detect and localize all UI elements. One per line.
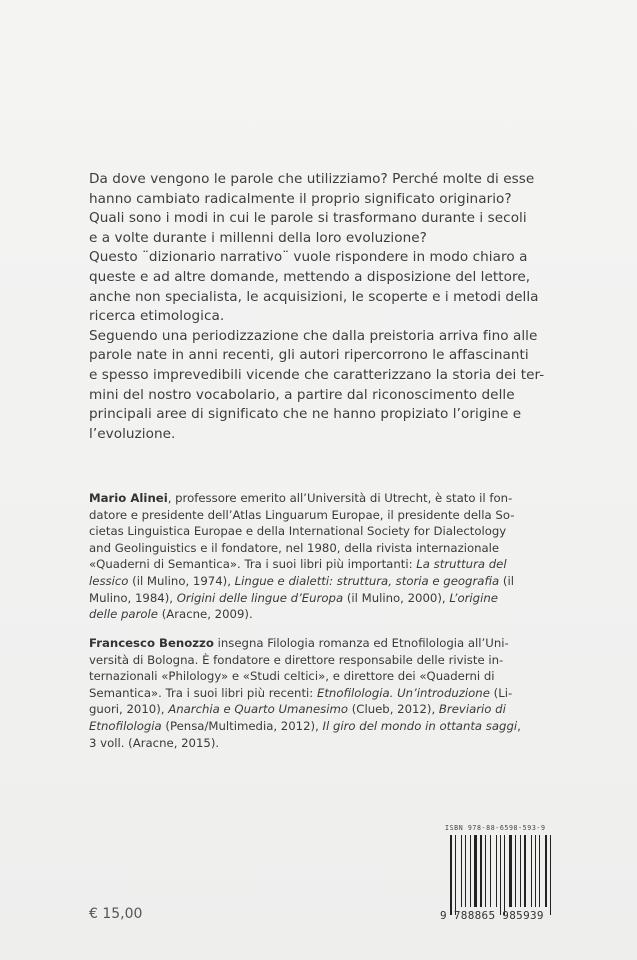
description-line: Da dove vengono le parole che utilizziamo? Perché molte di esse <box>89 171 535 187</box>
bio-line <box>89 507 559 524</box>
bio-line <box>89 523 559 540</box>
bio-text: (Pensa/Multimedia, 2012), <box>161 718 323 733</box>
bio-text: Semantica». Tra i suoi libri più recenti: <box>89 685 317 700</box>
bio-line <box>89 635 559 652</box>
barcode-bar <box>461 835 462 907</box>
barcode-bar <box>535 835 537 907</box>
book-title: lessico <box>89 573 129 588</box>
barcode-bar <box>492 835 495 907</box>
barcode-bar <box>500 835 502 915</box>
book-title: Lingue e dialetti: struttura, storia e geografia <box>234 573 500 588</box>
description-line: Questo ¨dizionario narrativo¨ vuole rispondere in modo chiaro a <box>89 249 528 266</box>
book-title: delle parole <box>89 607 158 622</box>
bio-text: (il Mulino, 2000), <box>343 590 450 605</box>
bio-line <box>89 606 559 623</box>
bio-text: (Li- <box>489 685 513 700</box>
book-title: La struttura del <box>416 557 507 572</box>
author-bio-mario-alinei <box>89 490 559 623</box>
barcode-bar <box>531 835 532 907</box>
book-title: Anarchia e Quarto Umanesimo <box>168 702 349 717</box>
description-line: hanno cambiato radicalmente il proprio significato originario? <box>89 190 512 207</box>
barcode-bar <box>465 835 467 907</box>
bio-line <box>89 668 559 685</box>
bio-text: , <box>517 718 521 733</box>
bio-text: and Geolinguistics e il fondatore, nel 1980, della rivista internazionale <box>89 540 500 555</box>
barcode-bar <box>457 835 460 907</box>
barcode-bar <box>455 835 456 915</box>
barcode-bar <box>548 835 549 915</box>
barcode-bar <box>502 835 503 915</box>
description-line: Quali sono i modi in cui le parole si trasformano durante i secoli <box>89 210 527 227</box>
book-title: Breviario di <box>438 702 506 717</box>
bio-text: insegna Filologia romanza ed Etnofilologia all’Uni- <box>213 636 509 650</box>
bio-line <box>89 573 559 590</box>
barcode-bar <box>520 835 521 907</box>
book-title: Etnofilologia <box>89 718 162 733</box>
bio-text: datore e presidente dell’Atlas Linguarum Europae, il presidente della So- <box>89 507 515 522</box>
author-name: Mario Alinei <box>89 491 168 505</box>
barcode-bar <box>463 835 464 907</box>
barcode-bar <box>533 835 534 907</box>
description-line: e spesso imprevedibili vicende che caratterizzano la storia dei ter- <box>89 366 545 383</box>
barcode-bar <box>474 835 477 907</box>
barcode-bar <box>490 835 491 907</box>
barcode-bar <box>545 835 547 907</box>
bio-line <box>89 735 559 752</box>
price: € 15,00 <box>89 906 143 922</box>
barcode-bar <box>450 835 452 915</box>
bio-line <box>89 701 559 718</box>
bio-text: (il <box>499 573 514 588</box>
description-line: e a volte durante i millenni della loro evoluzione? <box>89 229 427 246</box>
bio-line <box>89 490 559 507</box>
isbn-digits: 9 788865 985939 <box>440 909 544 922</box>
barcode-bar <box>522 835 523 907</box>
bio-line <box>89 685 559 702</box>
isbn-barcode <box>440 824 570 934</box>
bio-text: «Quaderni di Semantica». Tra i suoi libri più importanti: <box>89 557 417 572</box>
book-title: Il giro del mondo in ottanta saggi <box>322 718 518 733</box>
barcode-bar <box>527 835 530 907</box>
author-bio-francesco-benozzo <box>89 635 559 751</box>
barcode-bar <box>517 835 519 907</box>
bio-text: 3 voll. (Aracne, 2015). <box>89 735 220 750</box>
barcode-bar <box>539 835 540 907</box>
barcode-bar <box>487 835 489 907</box>
bio-text: , professore emerito all’Università di Utrecht, è stato il fon- <box>167 491 513 505</box>
bio-text: (Aracne, 2009). <box>157 607 253 622</box>
description-line: Seguendo una periodizzazione che dalla preistoria arriva fino alle <box>89 327 538 344</box>
barcode-bar <box>472 835 473 907</box>
bio-line <box>89 590 559 607</box>
barcode-bar <box>453 835 454 915</box>
isbn-label: ISBN 978-88-6598-593-9 <box>445 824 546 832</box>
barcode-bar <box>470 835 471 907</box>
barcode-bar <box>537 835 538 907</box>
barcode-bar <box>504 835 505 915</box>
barcode-bar <box>496 835 497 907</box>
bio-text: guori, 2010), <box>89 702 169 717</box>
description-line: anche non specialista, le acquisizioni, le scoperte e i metodi della <box>89 288 539 305</box>
barcode-bar <box>515 835 516 907</box>
bio-line <box>89 652 559 669</box>
barcode-bar <box>467 835 469 907</box>
barcode-bar <box>506 835 508 907</box>
description-line: queste e ad altre domande, mettendo a disposizione del lettore, <box>89 268 531 285</box>
bio-text: Mulino, 1984), <box>89 590 177 605</box>
barcode-bar <box>498 835 499 907</box>
book-title: Etnofilologia. Un’introduzione <box>316 685 490 700</box>
description-line: mini del nostro vocabolario, a partire dal riconoscimento delle <box>89 386 515 403</box>
bio-text: (il Mulino, 1974), <box>128 573 235 588</box>
barcode-bar <box>513 835 514 907</box>
bio-text: (Clueb, 2012), <box>348 702 439 717</box>
barcode-bars <box>450 835 555 915</box>
description-line: l’evoluzione. <box>89 425 176 442</box>
bio-line <box>89 718 559 735</box>
barcode-bar <box>552 835 554 915</box>
barcode-bar <box>478 835 479 907</box>
barcode-bar <box>509 835 512 907</box>
barcode-bar <box>485 835 486 907</box>
bio-text: versità di Bologna. È fondatore e direttore responsabile delle riviste in- <box>89 652 504 667</box>
bio-line <box>89 540 559 557</box>
book-description <box>89 170 559 444</box>
description-line: parole nate in anni recenti, gli autori ripercorrono le affascinanti <box>89 347 529 364</box>
book-title: L’origine <box>449 590 498 605</box>
barcode-bar <box>480 835 482 907</box>
bio-text: ternazionali «Philology» e «Studi celtici», e direttore dei «Quaderni di <box>89 669 495 684</box>
bio-line <box>89 556 559 573</box>
description-line: principali aree di significato che ne hanno propiziato l’origine e <box>89 406 522 423</box>
author-name: Francesco Benozzo <box>89 636 214 650</box>
barcode-bar <box>524 835 526 907</box>
barcode-bar <box>541 835 544 907</box>
barcode-bar <box>550 835 551 915</box>
book-title: Origini delle lingue d’Europa <box>176 590 344 605</box>
description-line: ricerca etimologica. <box>89 308 225 325</box>
bio-text: cietas Linguistica Europae e della International Society for Dialectology <box>89 524 507 539</box>
barcode-bar <box>483 835 484 907</box>
